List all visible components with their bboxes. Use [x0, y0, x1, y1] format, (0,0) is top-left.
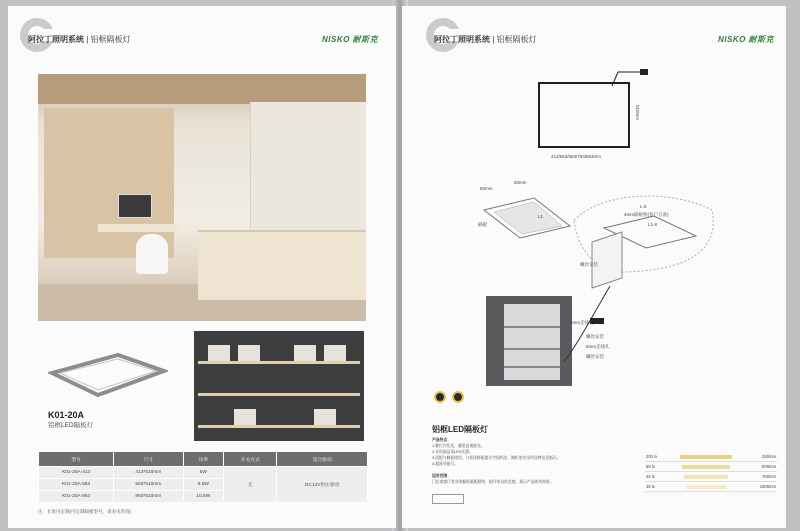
power-cable-icon: [610, 64, 650, 88]
width-dimension: 413/563/663/763/863mm: [551, 154, 602, 159]
usage-title: 适用范围：: [432, 474, 451, 478]
certification-icon: [432, 494, 464, 504]
distance-value: 1000mm: [737, 482, 777, 492]
table-row: [645, 472, 777, 482]
distance-value: 500mm: [737, 462, 777, 472]
light-color-icon: [434, 391, 446, 403]
label-screw-install: 螺丝安装: [580, 262, 598, 267]
left-header-title: 阿拉丁照明系统 | 铝框隔板灯: [28, 35, 131, 44]
feature-item: 3.适配与搁板使用，与柜体搭配提升空间档次，搁柜室内采用各种信息指示。: [432, 456, 561, 460]
shelf-display-photo: [194, 331, 364, 441]
product-code: K01-20A: [48, 410, 85, 420]
panel-outline-diagram: [538, 82, 630, 148]
cell-driver: DC12V恒压驱动: [277, 467, 368, 503]
features-title: 产品特点：: [432, 438, 451, 442]
label-l1: L1: [538, 214, 544, 219]
label-hole-5mm: 5mm走线孔: [586, 344, 610, 349]
feature-item: 4.超薄节能灯。: [432, 462, 458, 466]
series-name: 阿拉丁照明系统: [28, 35, 84, 44]
cell-model: K01-20A-563: [39, 479, 114, 491]
cell-size: 413*510mm: [114, 467, 183, 479]
lux-value: 45 lx: [645, 472, 675, 482]
height-dimension: 510mm: [635, 104, 641, 121]
usage-text: 门店或客厅等各类橱柜隔板照明，提升家具的美感，展示产品陈列效果。: [432, 480, 554, 484]
series-name: 阿拉丁照明系统: [434, 35, 490, 44]
label-screw-b: 螺丝安装: [586, 354, 604, 359]
feature-item: 2.采用高品质LED光源。: [432, 450, 473, 454]
cell-power: 5W: [183, 467, 224, 479]
label-lamp: 4mm隔板柜(客户自备): [624, 212, 669, 217]
header-switch: 开关方式: [224, 452, 277, 467]
spec-table: [38, 451, 368, 503]
led-section-title: 铝框LED隔板灯: [432, 425, 488, 434]
lux-value: 35 lx: [645, 482, 675, 492]
lux-value: 200 lx: [645, 452, 675, 462]
table-row: [39, 467, 368, 479]
table-row: [645, 482, 777, 492]
light-color-icon: [452, 391, 464, 403]
lux-value: 88 lx: [645, 462, 675, 472]
monitor-icon: [118, 194, 152, 218]
installation-diagram: [474, 180, 724, 290]
cell-model: K01-20A-413: [39, 467, 114, 479]
product-name: 铝框LED隔板灯: [48, 422, 94, 429]
category-name: 铝框隔板灯: [90, 35, 131, 44]
label-hole-8mm: 8mm走线孔: [570, 320, 594, 325]
table-row: [645, 452, 777, 462]
cell-size: 863*510mm: [114, 491, 183, 503]
cell-power: 6.8W: [183, 479, 224, 491]
cell-power: 10.5W: [183, 491, 224, 503]
spec-table-header: [39, 452, 368, 467]
table-row: [645, 462, 777, 472]
brand-logo: NISKO 耐斯克: [322, 35, 379, 44]
footnote: 注：长度可定制(可定制隔板型号，请来电咨询): [38, 509, 131, 514]
chair-icon: [136, 234, 168, 274]
bedroom-photo: [38, 74, 366, 321]
distance-value: 750mm: [737, 472, 777, 482]
header-power: 功率: [183, 452, 224, 467]
label-shelf: 隔板: [478, 222, 487, 227]
category-name: 铝框隔板灯: [496, 35, 537, 44]
label-l0: L-8: [640, 204, 647, 209]
cell-size: 563*510mm: [114, 479, 183, 491]
brand-logo: NISKO 耐斯克: [718, 35, 775, 44]
aluminum-frame-image: [48, 351, 168, 399]
cell-model: K01-20A-863: [39, 491, 114, 503]
left-page: [8, 6, 396, 528]
header-driver: 适合驱动: [277, 452, 368, 467]
right-header-title: 阿拉丁照明系统 | 铝框隔板灯: [434, 35, 537, 44]
label-50mm-left: 50mm: [480, 186, 493, 191]
distance-value: 250mm: [737, 452, 777, 462]
header-size: 尺寸: [114, 452, 183, 467]
feature-item: 1.整灯内发光，避免直视眩光。: [432, 444, 485, 448]
label-screw-a: 螺丝安装: [586, 334, 604, 339]
label-l2: L1-8: [648, 222, 658, 227]
label-50mm-right: 50mm: [514, 180, 527, 185]
illuminance-table: [645, 452, 777, 492]
cell-switch: 无: [224, 467, 277, 503]
header-model: 型号: [39, 452, 114, 467]
